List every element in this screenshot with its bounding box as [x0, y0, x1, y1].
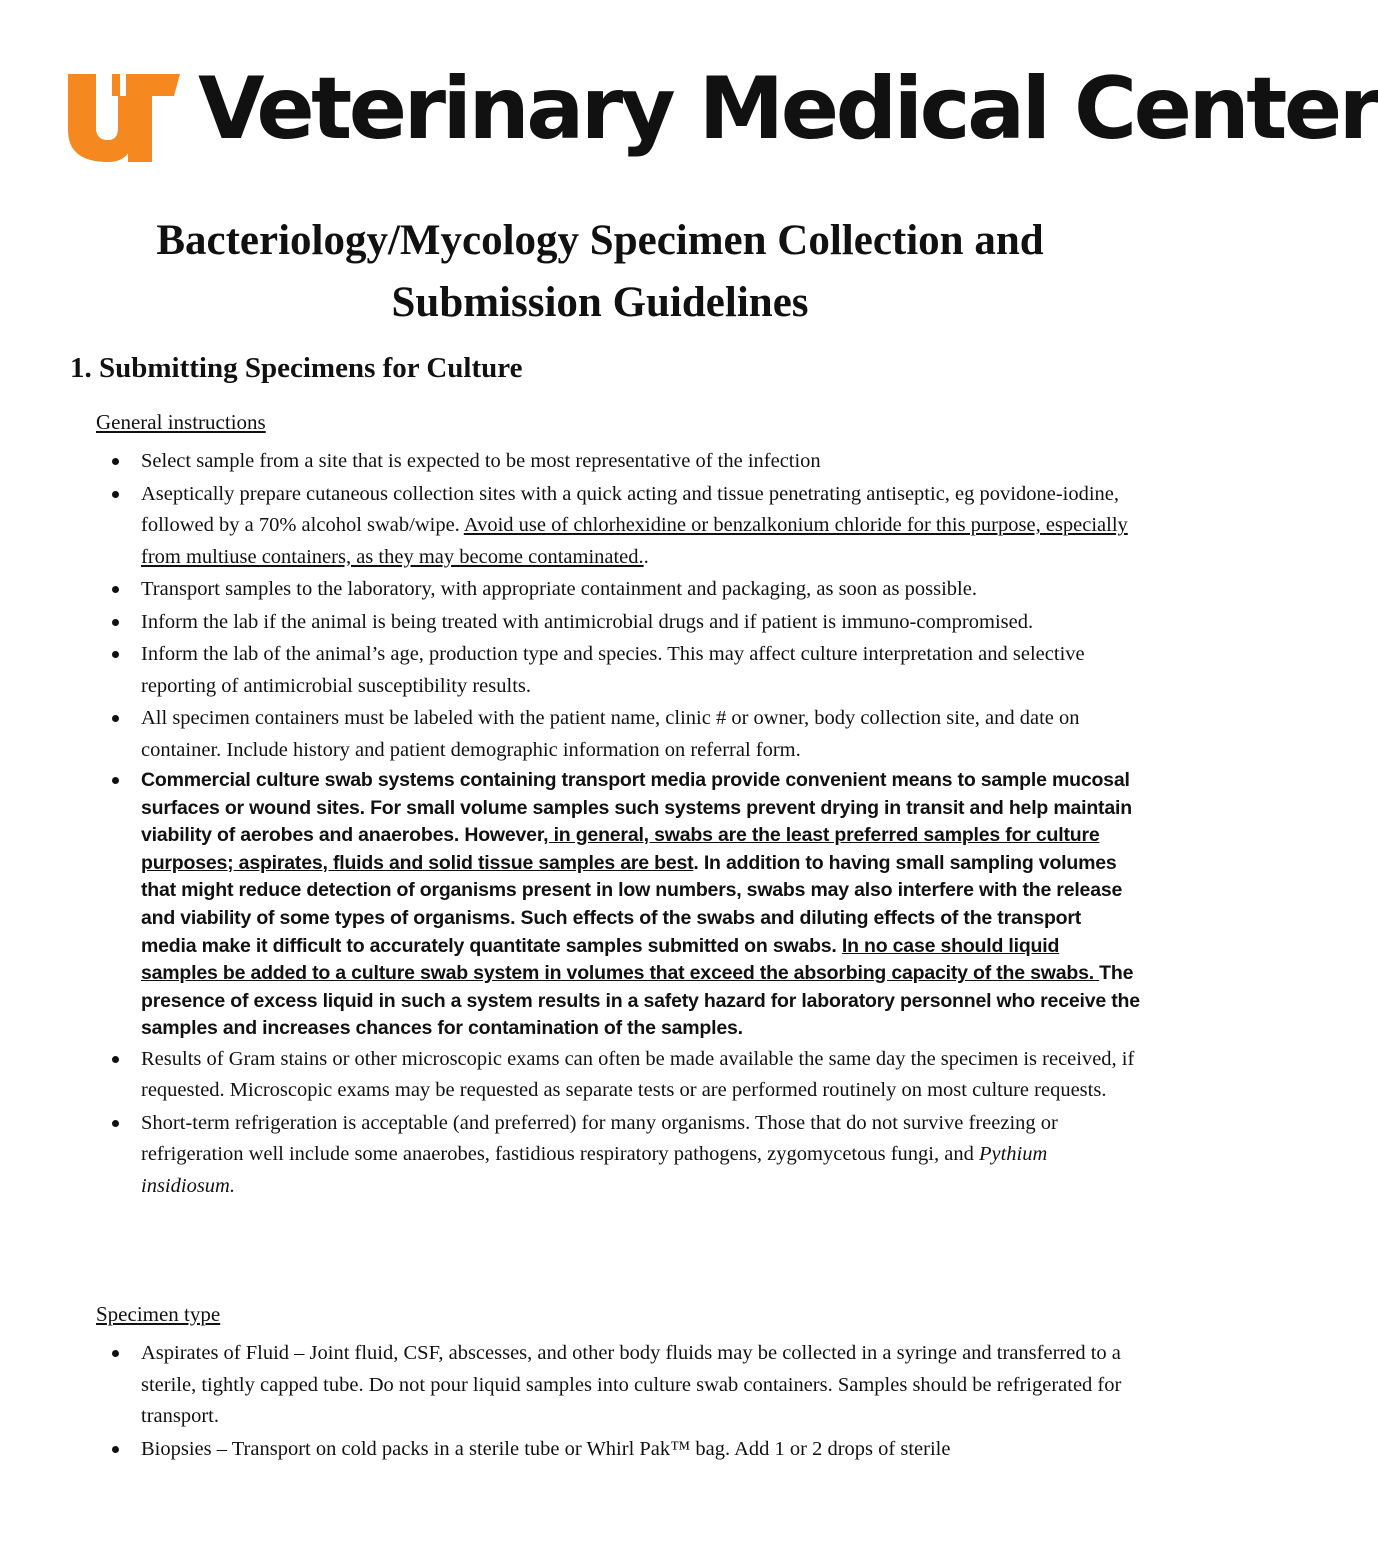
list-item: Results of Gram stains or other microscopic exams can often be made available the same day the specimen is received, if requested. Microscopic exams may be requested as separate tests or are performed routinely on most culture requests. — [100, 1044, 1140, 1107]
ut-logo-icon — [68, 70, 180, 166]
list-item: All specimen containers must be labeled with the patient name, clinic # or owner, body collection site, and date on container. Include history and patient demographic information on referral form. — [100, 703, 1140, 766]
list-item: Aseptically prepare cutaneous collection sites with a quick acting and tissue penetrating antiseptic, eg povidone-iodine, followed by a 70% alcohol swab/wipe. Avoid use of chlorhexidine or benzalkonium chloride for this purpose, especially from multiuse containers, as they may become contaminated.. — [100, 479, 1140, 574]
list-item: Aspirates of Fluid – Joint fluid, CSF, abscesses, and other body fluids may be collected in a syringe and transferred to a sterile, tightly capped tube. Do not pour liquid samples into culture swab containers. Samples should be refrigerated for transport. — [100, 1338, 1140, 1433]
list-item-swab-note: Commercial culture swab systems containing transport media provide convenient means to sample mucosal surfaces or wound sites. For small volume samples such systems prevent drying in transit and help maintain viability of aerobes and anaerobes. However, in general, swabs are the least preferred samples for culture purposes; aspirates, fluids and solid tissue samples are best. In addition to having small sampling volumes that might reduce detection of organisms present in low numbers, swabs may also interfere with the release and viability of some types of organisms. Such effects of the swabs and diluting effects of the transport media make it difficult to accurately quantitate samples submitted on swabs. In no case should liquid samples be added to a culture swab system in volumes that exceed the absorbing capacity of the swabs. The presence of excess liquid in such a system results in a safety hazard for laboratory personnel who receive the samples and increases chances for contamination of the samples. — [100, 767, 1140, 1043]
page-header — [68, 59, 1378, 188]
section-heading: 1. Submitting Specimens for Culture — [70, 352, 523, 384]
general-instructions-list — [100, 446, 1140, 1203]
list-item: Select sample from a site that is expected to be most representative of the infection — [100, 446, 1140, 478]
list-item: Transport samples to the laboratory, with appropriate containment and packaging, as soon as possible. — [100, 574, 1140, 606]
page-title — [60, 210, 1140, 334]
list-item: Inform the lab of the animal’s age, production type and species. This may affect culture interpretation and selective reporting of antimicrobial susceptibility results. — [100, 639, 1140, 702]
specimen-type-heading: Specimen type — [96, 1302, 221, 1326]
list-item: Short-term refrigeration is acceptable (and preferred) for many organisms. Those that do not survive freezing or refrigeration well include some anaerobes, fastidious respiratory pathogens, zygomycetous fungi, and Pythium insidiosum. — [100, 1108, 1140, 1203]
title-line-1: Bacteriology/Mycology Specimen Collection and — [156, 217, 1044, 264]
general-instructions-heading: General instructions — [96, 410, 266, 434]
list-item: Inform the lab if the animal is being treated with antimicrobial drugs and if patient is immuno-compromised. — [100, 607, 1140, 639]
title-line-2: Submission Guidelines — [391, 279, 809, 326]
list-item: Biopsies – Transport on cold packs in a sterile tube or Whirl Pak™ bag. Add 1 or 2 drops of sterile — [100, 1434, 1140, 1466]
logo-text: Veterinary Medical Center — [198, 59, 1378, 159]
specimen-type-list — [100, 1338, 1140, 1466]
